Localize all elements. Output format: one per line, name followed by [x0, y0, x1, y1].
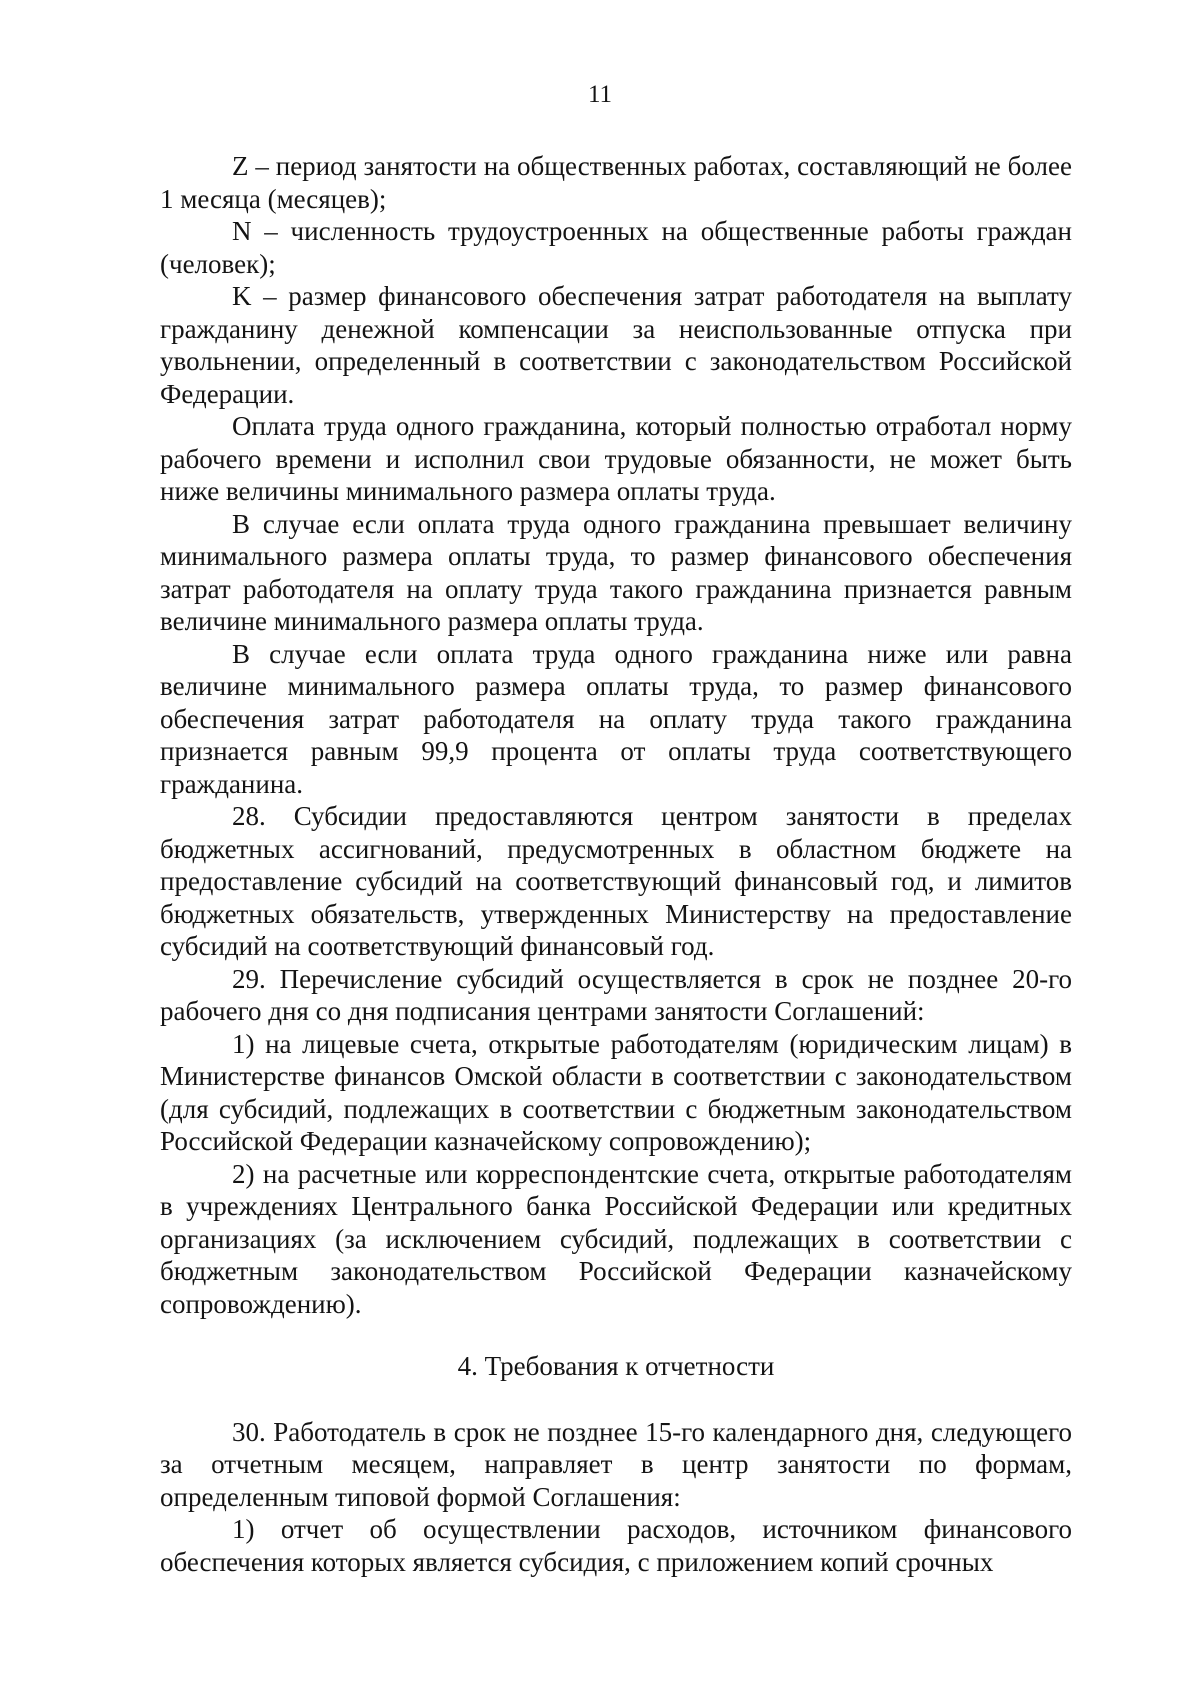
section-heading: 4. Требования к отчетности — [457, 1351, 775, 1381]
paragraph-wage-below: В случае если оплата труда одного гражданина ниже или равна величине минимального размера оплаты труда, то размер финансового обеспечения затрат работодателя на оплату труда такого гражданина признается равным 99,9 процента от оплаты труда соответствующего гражданина. — [160, 638, 1072, 799]
paragraph-wage-exceeds: В случае если оплата труда одного гражданина превышает величину минимального размера оплаты труда, то размер финансового обеспечения затрат работодателя на оплату труда такого гражданина признается равным величине минимального размера оплаты труда. — [160, 508, 1072, 636]
document-body — [160, 150, 1072, 1578]
page-number: 11 — [587, 81, 613, 108]
paragraph-30: 30. Работодатель в срок не позднее 15-го календарного дня, следующего за отчетным месяцем, направляет в центр занятости по формам, определенным типовой формой Соглашения: — [160, 1416, 1072, 1512]
paragraph-28: 28. Субсидии предоставляются центром занятости в пределах бюджетных ассигнований, предусмотренных в областном бюджете на предоставление субсидий на соответствующий финансовый год, и лимитов бюджетных обязательств, утвержденных Министерству на предоставление субсидий на соответствующий финансовый год. — [160, 801, 1072, 961]
paragraph-29: 29. Перечисление субсидий осуществляется в срок не позднее 20-го рабочего дня со дня подписания центрами занятости Соглашений: — [160, 963, 1072, 1026]
paragraph-k-definition: K – размер финансового обеспечения затрат работодателя на выплату гражданину денежной компенсации за неиспользованные отпуска при увольнении, определенный в соответствии с законодательством Российской Федерации. — [160, 281, 1072, 409]
paragraph-30-item-1: 1) отчет об осуществлении расходов, источником финансового обеспечения которых является субсидия, с приложением копий срочных — [160, 1514, 1072, 1577]
paragraph-29-item-2: 2) на расчетные или корреспондентские счета, открытые работодателям в учреждениях Центрального банка Российской Федерации или кредитных организациях (за исключением субсидий, подлежащих в соответствии с бюджетным законодательством Российской Федерации казначейскому сопровождению). — [160, 1158, 1072, 1319]
paragraph-29-item-1: 1) на лицевые счета, открытые работодателям (юридическим лицам) в Министерстве финансов Омской области в соответствии с законодательством (для субсидий, подлежащих в соответствии с бюджетным законодательством Российской Федерации казначейскому сопровождению); — [160, 1028, 1072, 1156]
paragraph-wage-minimum: Оплата труда одного гражданина, который полностью отработал норму рабочего времени и исполнил свои трудовые обязанности, не может быть ниже величины минимального размера оплаты труда. — [160, 411, 1072, 506]
paragraph-n-definition: N – численность трудоустроенных на общественные работы граждан (человек); — [160, 216, 1072, 279]
paragraph-z-definition: Z – период занятости на общественных работах, составляющий не более 1 месяца (месяцев); — [160, 151, 1072, 214]
